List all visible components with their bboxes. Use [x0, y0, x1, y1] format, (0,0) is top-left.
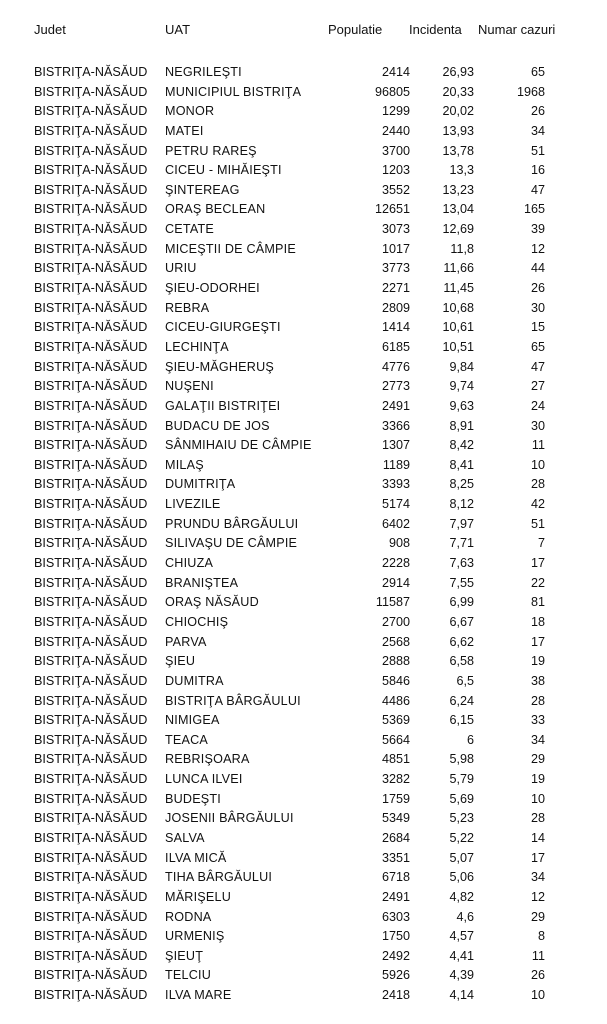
table-row — [0, 986, 607, 1006]
table-row — [0, 318, 607, 338]
cell-incidenta: 4,39 — [449, 968, 474, 983]
table-row — [0, 809, 607, 829]
cell-judet: BISTRIŢA-NĂSĂUD — [34, 241, 148, 256]
cell-populatie: 2568 — [381, 634, 410, 649]
cell-populatie: 2271 — [381, 281, 410, 296]
cell-uat: CHIUZA — [165, 556, 214, 571]
cell-uat: REBRIŞOARA — [165, 752, 250, 767]
cell-incidenta: 6 — [466, 732, 474, 747]
cell-incidenta: 8,91 — [449, 418, 474, 433]
cell-numar-cazuri: 33 — [530, 713, 545, 728]
cell-judet: BISTRIŢA-NĂSĂUD — [34, 457, 148, 472]
cell-judet: BISTRIŢA-NĂSĂUD — [34, 477, 148, 492]
cell-numar-cazuri: 24 — [530, 398, 545, 413]
cell-incidenta: 4,57 — [449, 929, 474, 944]
cell-populatie: 5926 — [381, 968, 410, 983]
cell-uat: TELCIU — [165, 968, 211, 983]
cell-populatie: 3073 — [381, 222, 410, 237]
cell-incidenta: 4,14 — [449, 988, 474, 1003]
cell-incidenta: 11,8 — [450, 241, 474, 256]
cell-numar-cazuri: 47 — [530, 359, 545, 374]
cell-judet: BISTRIŢA-NĂSĂUD — [34, 654, 148, 669]
cell-numar-cazuri: 34 — [530, 123, 545, 138]
cell-numar-cazuri: 14 — [530, 830, 545, 845]
cell-judet: BISTRIŢA-NĂSĂUD — [34, 261, 148, 276]
cell-numar-cazuri: 51 — [530, 516, 545, 531]
cell-judet: BISTRIŢA-NĂSĂUD — [34, 948, 148, 963]
cell-judet: BISTRIŢA-NĂSĂUD — [34, 65, 148, 79]
cell-incidenta: 13,93 — [442, 123, 474, 138]
cell-incidenta: 5,07 — [449, 850, 474, 865]
cell-populatie: 6303 — [381, 909, 410, 924]
cell-judet: BISTRIŢA-NĂSĂUD — [34, 143, 148, 158]
cell-incidenta: 7,71 — [449, 536, 474, 551]
cell-uat: MUNICIPIUL BISTRIŢA — [165, 84, 302, 99]
table-row — [0, 377, 607, 397]
cell-uat: CHIOCHIŞ — [165, 614, 229, 629]
cell-judet: BISTRIŢA-NĂSĂUD — [34, 752, 148, 767]
table-row — [0, 220, 607, 240]
cell-numar-cazuri: 19 — [530, 772, 545, 787]
cell-uat: BUDEŞTI — [165, 791, 221, 806]
cell-incidenta: 5,98 — [449, 752, 474, 767]
cell-incidenta: 8,42 — [449, 438, 474, 453]
cell-populatie: 3282 — [381, 772, 410, 787]
cell-judet: BISTRIŢA-NĂSĂUD — [34, 398, 148, 413]
cell-numar-cazuri: 44 — [530, 261, 545, 276]
cell-uat: ORAŞ BECLEAN — [165, 202, 266, 217]
cell-judet: BISTRIŢA-NĂSĂUD — [34, 595, 148, 610]
cell-judet: BISTRIŢA-NĂSĂUD — [34, 850, 148, 865]
cell-populatie: 12651 — [374, 202, 410, 217]
table-row — [0, 358, 607, 378]
cell-numar-cazuri: 39 — [530, 222, 545, 237]
cell-judet: BISTRIŢA-NĂSĂUD — [34, 673, 148, 688]
cell-incidenta: 26,93 — [442, 65, 474, 79]
table-row — [0, 947, 607, 967]
cell-judet: BISTRIŢA-NĂSĂUD — [34, 634, 148, 649]
cell-numar-cazuri: 29 — [530, 909, 545, 924]
cell-judet: BISTRIŢA-NĂSĂUD — [34, 614, 148, 629]
cell-populatie: 908 — [388, 536, 410, 551]
cell-populatie: 2700 — [381, 614, 410, 629]
cell-populatie: 2491 — [381, 889, 410, 904]
cell-incidenta: 4,41 — [449, 948, 474, 963]
cell-numar-cazuri: 47 — [530, 182, 545, 197]
cell-numar-cazuri: 165 — [523, 202, 545, 217]
table-row — [0, 456, 607, 476]
cell-incidenta: 8,25 — [449, 477, 474, 492]
cell-uat: ILVA MICĂ — [165, 850, 227, 865]
cell-incidenta: 6,62 — [449, 634, 474, 649]
cell-uat: BUDACU DE JOS — [165, 418, 270, 433]
cell-judet: BISTRIŢA-NĂSĂUD — [34, 772, 148, 787]
cell-numar-cazuri: 26 — [530, 104, 545, 119]
cell-numar-cazuri: 38 — [530, 673, 545, 688]
cell-incidenta: 7,55 — [449, 575, 474, 590]
cell-numar-cazuri: 29 — [530, 752, 545, 767]
cell-judet: BISTRIŢA-NĂSĂUD — [34, 202, 148, 217]
column-header-numar-cazuri: Numar cazuri — [478, 22, 556, 37]
cell-numar-cazuri: 27 — [530, 379, 545, 394]
table-row — [0, 908, 607, 928]
cell-uat: NEGRILEŞTI — [165, 65, 242, 79]
cell-judet: BISTRIŢA-NĂSĂUD — [34, 339, 148, 354]
cell-incidenta: 9,63 — [449, 398, 474, 413]
cell-populatie: 6718 — [381, 870, 410, 885]
cell-numar-cazuri: 11 — [531, 948, 545, 963]
cell-populatie: 3700 — [381, 143, 410, 158]
cell-judet: BISTRIŢA-NĂSĂUD — [34, 830, 148, 845]
cell-incidenta: 7,97 — [449, 516, 474, 531]
cell-uat: ORAŞ NĂSĂUD — [165, 595, 259, 610]
column-header-judet: Judet — [34, 22, 66, 37]
cell-populatie: 5369 — [381, 713, 410, 728]
cell-incidenta: 4,82 — [449, 889, 474, 904]
cell-uat: CICEU - MIHĂIEŞTI — [165, 163, 282, 178]
cell-numar-cazuri: 12 — [530, 889, 545, 904]
cell-uat: MONOR — [165, 104, 215, 119]
cell-numar-cazuri: 65 — [530, 339, 545, 354]
cell-numar-cazuri: 19 — [530, 654, 545, 669]
cell-incidenta: 5,69 — [449, 791, 474, 806]
cell-numar-cazuri: 42 — [530, 497, 545, 512]
cell-incidenta: 10,61 — [442, 320, 474, 335]
cell-populatie: 2773 — [381, 379, 410, 394]
cell-incidenta: 4,6 — [456, 909, 474, 924]
cell-uat: DUMITRA — [165, 673, 224, 688]
cell-judet: BISTRIŢA-NĂSĂUD — [34, 320, 148, 335]
cell-uat: MILAŞ — [165, 457, 204, 472]
cell-judet: BISTRIŢA-NĂSĂUD — [34, 123, 148, 138]
table-row — [0, 495, 607, 515]
cell-numar-cazuri: 12 — [530, 241, 545, 256]
cell-populatie: 2914 — [381, 575, 410, 590]
cell-judet: BISTRIŢA-NĂSĂUD — [34, 575, 148, 590]
cell-populatie: 3366 — [381, 418, 410, 433]
cell-judet: BISTRIŢA-NĂSĂUD — [34, 732, 148, 747]
cell-incidenta: 12,69 — [442, 222, 474, 237]
cell-numar-cazuri: 34 — [530, 732, 545, 747]
table-row — [0, 279, 607, 299]
cell-incidenta: 5,79 — [449, 772, 474, 787]
table-row — [0, 122, 607, 142]
cell-judet: BISTRIŢA-NĂSĂUD — [34, 870, 148, 885]
cell-judet: BISTRIŢA-NĂSĂUD — [34, 182, 148, 197]
cell-incidenta: 20,33 — [442, 84, 474, 99]
cell-incidenta: 9,74 — [449, 379, 474, 394]
cell-uat: JOSENII BÂRGĂULUI — [165, 811, 294, 826]
table-row — [0, 770, 607, 790]
table-row — [0, 574, 607, 594]
table-row — [0, 142, 607, 162]
cell-judet: BISTRIŢA-NĂSĂUD — [34, 556, 148, 571]
cell-incidenta: 6,24 — [449, 693, 474, 708]
table-row — [0, 711, 607, 731]
cell-incidenta: 8,41 — [449, 457, 474, 472]
cell-uat: NIMIGEA — [165, 713, 220, 728]
table-row — [0, 338, 607, 358]
table-body — [0, 63, 607, 1006]
cell-numar-cazuri: 10 — [530, 791, 545, 806]
cell-judet: BISTRIŢA-NĂSĂUD — [34, 163, 148, 178]
table-row — [0, 299, 607, 319]
table-row — [0, 790, 607, 810]
cell-uat: BISTRIŢA BÂRGĂULUI — [165, 693, 301, 708]
cell-incidenta: 6,5 — [456, 673, 474, 688]
table-row — [0, 868, 607, 888]
cell-judet: BISTRIŢA-NĂSĂUD — [34, 359, 148, 374]
cell-populatie: 3552 — [381, 182, 410, 197]
cell-populatie: 2414 — [381, 65, 410, 79]
cell-populatie: 5349 — [381, 811, 410, 826]
cell-populatie: 1759 — [381, 791, 410, 806]
cell-judet: BISTRIŢA-NĂSĂUD — [34, 693, 148, 708]
table-row — [0, 83, 607, 103]
cell-incidenta: 11,66 — [443, 261, 474, 276]
cell-numar-cazuri: 1968 — [516, 84, 545, 99]
cell-incidenta: 9,84 — [449, 359, 474, 374]
cell-incidenta: 6,15 — [449, 713, 474, 728]
table-row — [0, 888, 607, 908]
cell-populatie: 2888 — [381, 654, 410, 669]
cell-incidenta: 6,99 — [449, 595, 474, 610]
cell-uat: ŞIEU-MĂGHERUŞ — [165, 359, 274, 374]
cell-uat: ŞIEU — [165, 654, 196, 669]
cell-numar-cazuri: 28 — [530, 811, 545, 826]
cell-uat: MICEŞTII DE CÂMPIE — [165, 241, 296, 256]
cell-uat: NUŞENI — [165, 379, 214, 394]
cell-uat: MATEI — [165, 123, 204, 138]
cell-incidenta: 20,02 — [442, 104, 474, 119]
cell-populatie: 4851 — [381, 752, 410, 767]
cell-numar-cazuri: 10 — [530, 988, 545, 1003]
cell-judet: BISTRIŢA-NĂSĂUD — [34, 909, 148, 924]
cell-numar-cazuri: 30 — [530, 418, 545, 433]
cell-populatie: 2684 — [381, 830, 410, 845]
cell-populatie: 1189 — [382, 457, 410, 472]
cell-populatie: 1414 — [381, 320, 410, 335]
cell-numar-cazuri: 10 — [530, 457, 545, 472]
cell-uat: LUNCA ILVEI — [165, 772, 243, 787]
cell-judet: BISTRIŢA-NĂSĂUD — [34, 497, 148, 512]
cell-populatie: 1750 — [381, 929, 410, 944]
cell-numar-cazuri: 51 — [530, 143, 545, 158]
cell-uat: URMENIŞ — [165, 929, 225, 944]
cell-judet: BISTRIŢA-NĂSĂUD — [34, 929, 148, 944]
table-row — [0, 849, 607, 869]
cell-judet: BISTRIŢA-NĂSĂUD — [34, 104, 148, 119]
cell-numar-cazuri: 17 — [530, 556, 545, 571]
cell-uat: TEACA — [165, 732, 208, 747]
cell-uat: URIU — [165, 261, 197, 276]
table-row — [0, 652, 607, 672]
cell-incidenta: 10,51 — [442, 339, 474, 354]
cell-uat: DUMITRIŢA — [165, 477, 236, 492]
cell-incidenta: 6,58 — [449, 654, 474, 669]
table-row — [0, 593, 607, 613]
cell-numar-cazuri: 18 — [530, 614, 545, 629]
cell-incidenta: 13,3 — [449, 163, 474, 178]
cell-populatie: 5846 — [381, 673, 410, 688]
cell-judet: BISTRIŢA-NĂSĂUD — [34, 379, 148, 394]
cell-uat: REBRA — [165, 300, 210, 315]
cell-uat: CETATE — [165, 222, 215, 237]
cell-incidenta: 10,68 — [442, 300, 474, 315]
column-header-populatie: Populatie — [328, 22, 383, 37]
table-row — [0, 829, 607, 849]
table-row — [0, 161, 607, 181]
table-row — [0, 633, 607, 653]
cell-incidenta: 8,12 — [449, 497, 474, 512]
column-header-uat: UAT — [165, 22, 191, 37]
cell-populatie: 11587 — [375, 595, 410, 610]
cell-judet: BISTRIŢA-NĂSĂUD — [34, 281, 148, 296]
cell-numar-cazuri: 26 — [530, 968, 545, 983]
cell-populatie: 1203 — [381, 163, 410, 178]
cell-incidenta: 13,23 — [442, 182, 474, 197]
cell-numar-cazuri: 7 — [537, 536, 545, 551]
cell-incidenta: 13,04 — [442, 202, 474, 217]
cell-uat: ŞINTEREAG — [165, 182, 240, 197]
cell-populatie: 6402 — [381, 516, 410, 531]
cell-uat: MĂRIŞELU — [165, 889, 231, 904]
cell-populatie: 1299 — [381, 104, 410, 119]
table-row — [0, 554, 607, 574]
cell-populatie: 2491 — [381, 398, 410, 413]
cell-numar-cazuri: 16 — [530, 163, 545, 178]
table-row — [0, 692, 607, 712]
table-row — [0, 259, 607, 279]
cell-populatie: 4776 — [381, 359, 410, 374]
table-row — [0, 181, 607, 201]
cell-populatie: 1307 — [381, 438, 410, 453]
cell-incidenta: 11,45 — [443, 281, 474, 296]
cell-numar-cazuri: 17 — [530, 634, 545, 649]
table-row — [0, 475, 607, 495]
cell-uat: SÂNMIHAIU DE CÂMPIE — [165, 438, 312, 453]
cell-uat: LIVEZILE — [165, 497, 221, 512]
cell-judet: BISTRIŢA-NĂSĂUD — [34, 84, 148, 99]
cell-numar-cazuri: 34 — [530, 870, 545, 885]
table-row — [0, 731, 607, 751]
cell-populatie: 4486 — [381, 693, 410, 708]
cell-judet: BISTRIŢA-NĂSĂUD — [34, 438, 148, 453]
cell-incidenta: 5,23 — [449, 811, 474, 826]
cell-uat: ILVA MARE — [165, 988, 232, 1003]
cell-uat: BRANIŞTEA — [165, 575, 239, 590]
cell-populatie: 96805 — [374, 84, 410, 99]
table-header — [0, 22, 607, 42]
cell-incidenta: 6,67 — [449, 614, 474, 629]
table-row — [0, 397, 607, 417]
cell-uat: GALAŢII BISTRIŢEI — [165, 398, 281, 413]
table-row — [0, 417, 607, 437]
cell-judet: BISTRIŢA-NĂSĂUD — [34, 536, 148, 551]
cell-uat: PETRU RAREŞ — [165, 143, 257, 158]
table-row — [0, 534, 607, 554]
cell-numar-cazuri: 8 — [537, 929, 545, 944]
cell-populatie: 5664 — [381, 732, 410, 747]
cell-judet: BISTRIŢA-NĂSĂUD — [34, 988, 148, 1003]
cell-numar-cazuri: 22 — [530, 575, 545, 590]
cell-judet: BISTRIŢA-NĂSĂUD — [34, 713, 148, 728]
cell-judet: BISTRIŢA-NĂSĂUD — [34, 791, 148, 806]
cell-judet: BISTRIŢA-NĂSĂUD — [34, 516, 148, 531]
cell-uat: LECHINŢA — [165, 339, 229, 354]
cell-populatie: 3773 — [381, 261, 410, 276]
cell-numar-cazuri: 17 — [530, 850, 545, 865]
table-row — [0, 927, 607, 947]
cell-judet: BISTRIŢA-NĂSĂUD — [34, 418, 148, 433]
table-row — [0, 63, 607, 83]
column-header-incidenta: Incidenta — [409, 22, 462, 37]
cell-incidenta: 5,22 — [449, 830, 474, 845]
cell-numar-cazuri: 28 — [530, 477, 545, 492]
cell-populatie: 5174 — [381, 497, 410, 512]
cell-uat: ŞIEUŢ — [165, 948, 204, 963]
cell-judet: BISTRIŢA-NĂSĂUD — [34, 222, 148, 237]
cell-numar-cazuri: 30 — [530, 300, 545, 315]
cell-populatie: 6185 — [381, 339, 410, 354]
table-row — [0, 102, 607, 122]
table-row — [0, 200, 607, 220]
cell-populatie: 2418 — [381, 988, 410, 1003]
cell-populatie: 2809 — [381, 300, 410, 315]
cell-uat: ŞIEU-ODORHEI — [165, 281, 260, 296]
cell-numar-cazuri: 81 — [530, 595, 545, 610]
cell-incidenta: 7,63 — [449, 556, 474, 571]
cell-numar-cazuri: 15 — [530, 320, 545, 335]
cell-populatie: 3351 — [381, 850, 410, 865]
cell-uat: SALVA — [165, 830, 205, 845]
cell-judet: BISTRIŢA-NĂSĂUD — [34, 968, 148, 983]
cell-populatie: 2228 — [381, 556, 410, 571]
cell-uat: PARVA — [165, 634, 207, 649]
cell-judet: BISTRIŢA-NĂSĂUD — [34, 300, 148, 315]
cell-uat: CICEU-GIURGEŞTI — [165, 320, 281, 335]
table-row — [0, 240, 607, 260]
table-row — [0, 750, 607, 770]
table-row — [0, 613, 607, 633]
cell-incidenta: 13,78 — [442, 143, 474, 158]
cell-numar-cazuri: 65 — [530, 65, 545, 79]
table-row — [0, 436, 607, 456]
cell-judet: BISTRIŢA-NĂSĂUD — [34, 889, 148, 904]
cell-populatie: 2440 — [381, 123, 410, 138]
cell-numar-cazuri: 26 — [530, 281, 545, 296]
cell-populatie: 1017 — [381, 241, 410, 256]
cell-uat: RODNA — [165, 909, 212, 924]
cell-numar-cazuri: 11 — [531, 438, 545, 453]
cell-numar-cazuri: 28 — [530, 693, 545, 708]
table-row — [0, 966, 607, 986]
cell-uat: TIHA BÂRGĂULUI — [165, 870, 273, 885]
cell-uat: PRUNDU BÂRGĂULUI — [165, 516, 299, 531]
cell-incidenta: 5,06 — [449, 870, 474, 885]
table-row — [0, 515, 607, 535]
cell-populatie: 2492 — [381, 948, 410, 963]
cell-uat: SILIVAŞU DE CÂMPIE — [165, 536, 298, 551]
table-row — [0, 672, 607, 692]
cell-populatie: 3393 — [381, 477, 410, 492]
cell-judet: BISTRIŢA-NĂSĂUD — [34, 811, 148, 826]
